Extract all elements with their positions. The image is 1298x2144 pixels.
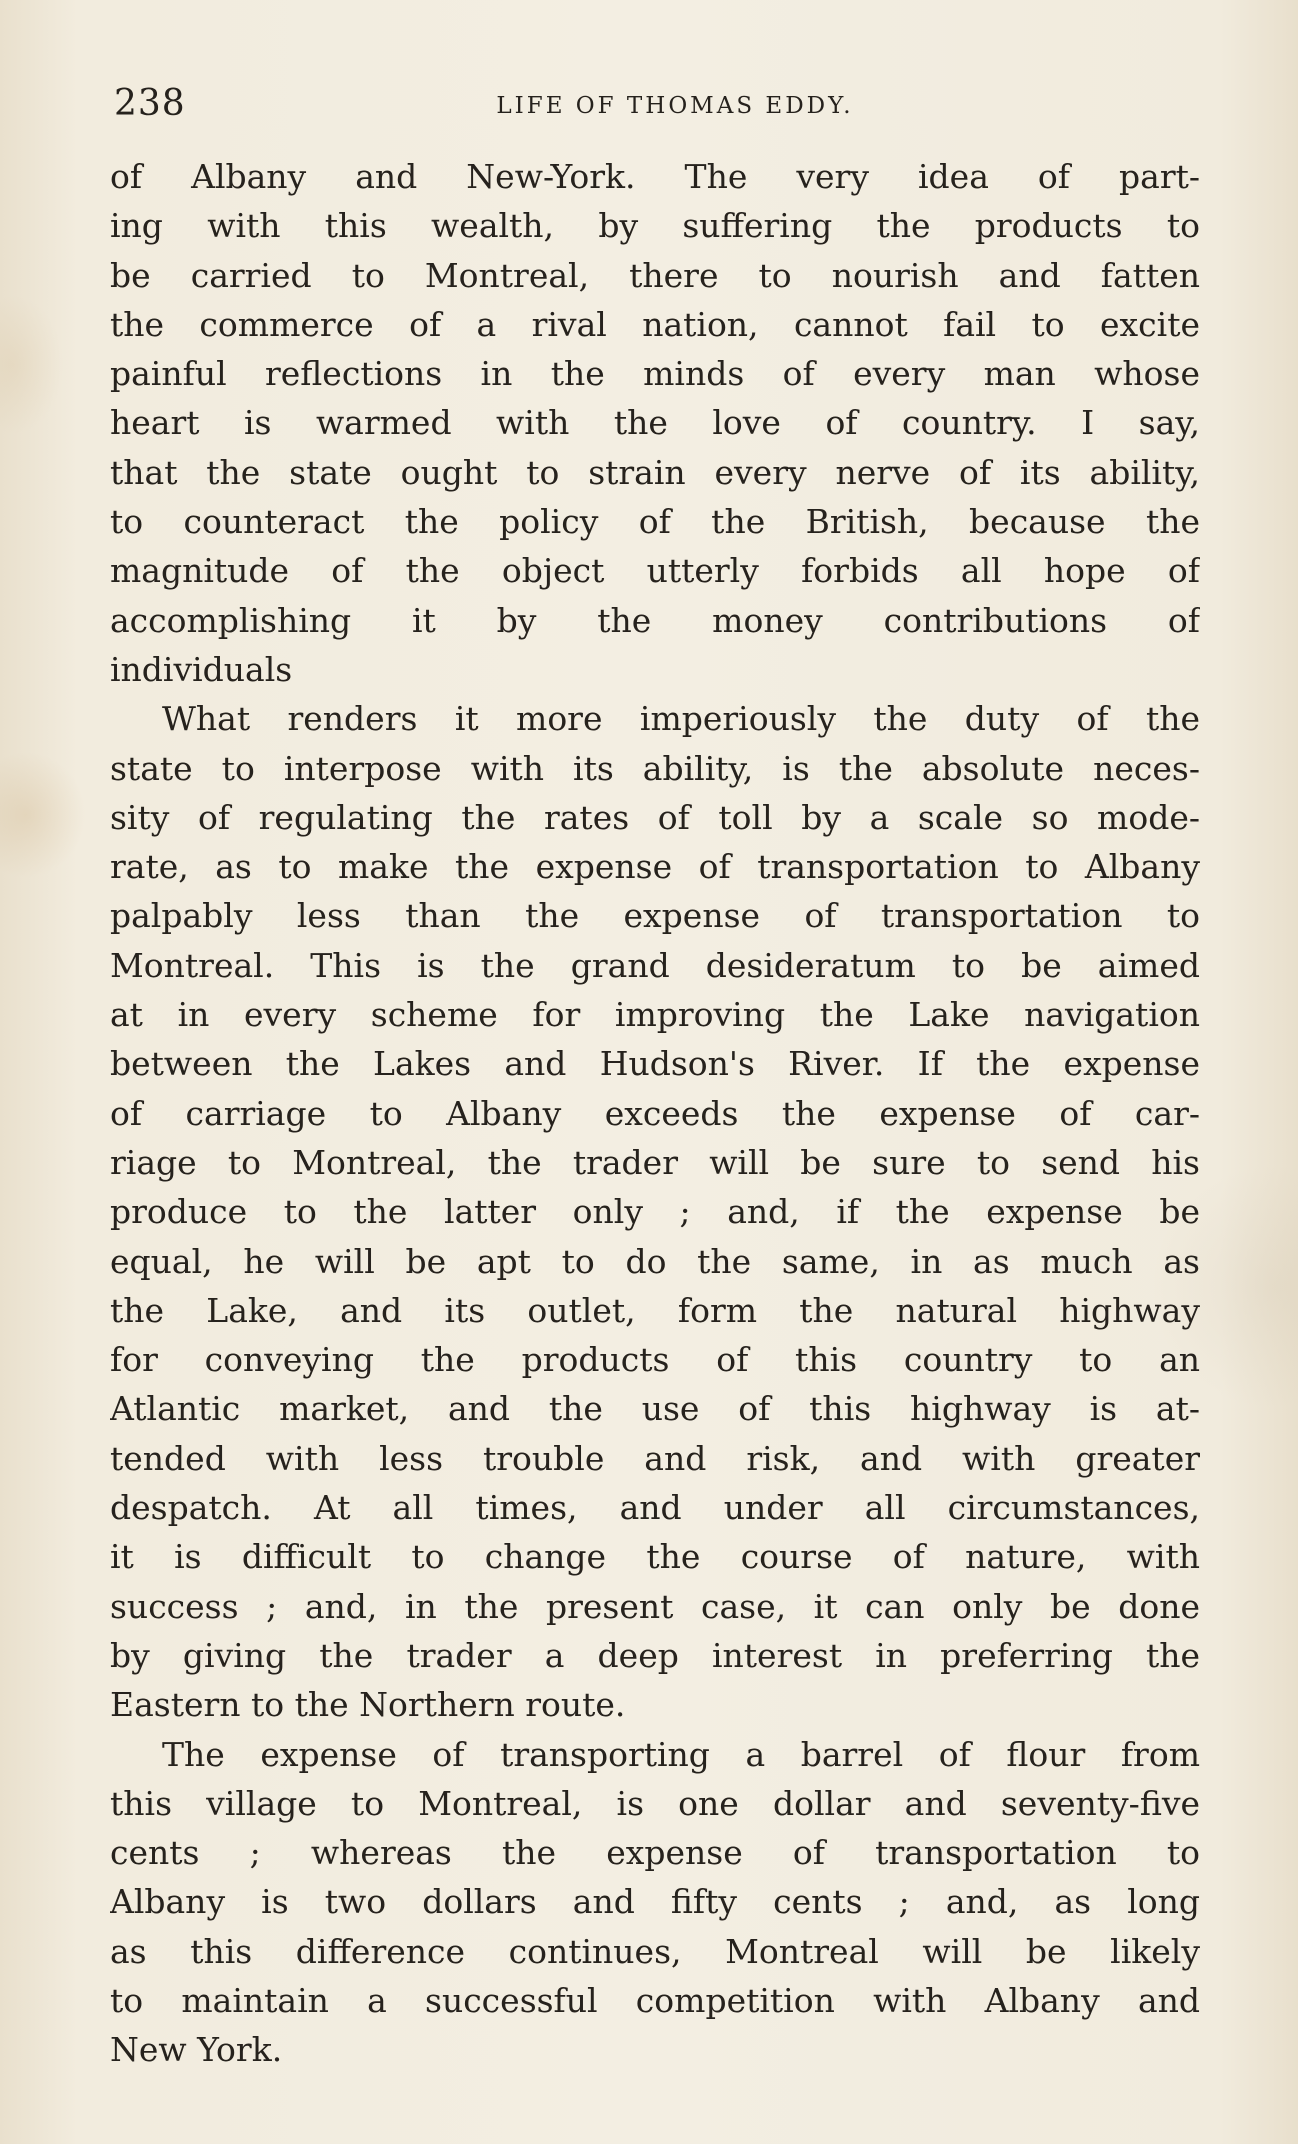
text-line: painful reflections in the minds of every man whose: [110, 354, 1200, 394]
page-number: 238: [114, 83, 186, 124]
paragraph-1: [110, 152, 1200, 694]
text-line: produce to the latter only ; and, if the expense be: [110, 1192, 1200, 1232]
text-line: by giving the trader a deep interest in preferring the: [110, 1635, 1200, 1675]
text-line: rate, as to make the expense of transportation to Albany: [110, 847, 1200, 887]
text-line: tended with less trouble and risk, and with greater: [110, 1438, 1200, 1478]
text-line: this village to Montreal, is one dollar and seventy-five: [110, 1783, 1200, 1823]
text-line: cents ; whereas the expense of transportation to: [110, 1833, 1200, 1873]
text-line: individuals: [110, 649, 293, 689]
text-line: The expense of transporting a barrel of flour from: [162, 1734, 1200, 1774]
text-line: What renders it more imperiously the duty of the: [162, 699, 1200, 739]
page-header: [110, 78, 1200, 130]
text-line: it is difficult to change the course of nature, with: [110, 1537, 1200, 1577]
text-line: Montreal. This is the grand desideratum to be aimed: [110, 945, 1200, 985]
text-line: despatch. At all times, and under all circumstances,: [110, 1488, 1200, 1528]
text-line: to maintain a successful competition with Albany and: [110, 1980, 1200, 2020]
running-head: LIFE OF THOMAS EDDY.: [496, 93, 854, 119]
paragraph-3: [110, 1730, 1200, 2075]
text-line: Eastern to the Northern route.: [110, 1685, 626, 1725]
text-line: sity of regulating the rates of toll by a scale so mode-: [110, 797, 1200, 837]
text-line: accomplishing it by the money contributions of: [110, 600, 1200, 640]
text-line: Albany is two dollars and fifty cents ; and, as long: [110, 1882, 1200, 1922]
text-line: success ; and, in the present case, it can only be done: [110, 1586, 1200, 1626]
text-line: between the Lakes and Hudson's River. If the expense: [110, 1044, 1200, 1084]
text-line: palpably less than the expense of transportation to: [110, 896, 1200, 936]
text-line: that the state ought to strain every nerve of its ability,: [110, 452, 1200, 492]
text-line: at in every scheme for improving the Lake navigation: [110, 995, 1200, 1035]
text-line: ing with this wealth, by suffering the products to: [110, 206, 1200, 246]
paragraph-2: [110, 694, 1200, 1729]
text-line: New York.: [110, 2030, 283, 2070]
text-line: Atlantic market, and the use of this highway is at-: [110, 1389, 1200, 1429]
text-line: to counteract the policy of the British, because the: [110, 502, 1200, 542]
text-line: of carriage to Albany exceeds the expense of car-: [110, 1093, 1200, 1133]
text-line: riage to Montreal, the trader will be sure to send his: [110, 1142, 1200, 1182]
body-text: [110, 152, 1200, 2075]
text-line: the commerce of a rival nation, cannot fail to excite: [110, 304, 1200, 344]
text-line: as this difference continues, Montreal will be likely: [110, 1931, 1200, 1971]
text-line: state to interpose with its ability, is the absolute neces-: [110, 748, 1200, 788]
text-line: heart is warmed with the love of country. I say,: [110, 403, 1200, 443]
text-line: magnitude of the object utterly forbids all hope of: [110, 551, 1200, 591]
text-line: the Lake, and its outlet, form the natural highway: [110, 1290, 1200, 1330]
text-line: equal, he will be apt to do the same, in as much as: [110, 1241, 1200, 1281]
text-line: of Albany and New-York. The very idea of part-: [110, 157, 1200, 196]
text-line: for conveying the products of this country to an: [110, 1340, 1200, 1380]
text-line: be carried to Montreal, there to nourish and fatten: [110, 255, 1200, 295]
